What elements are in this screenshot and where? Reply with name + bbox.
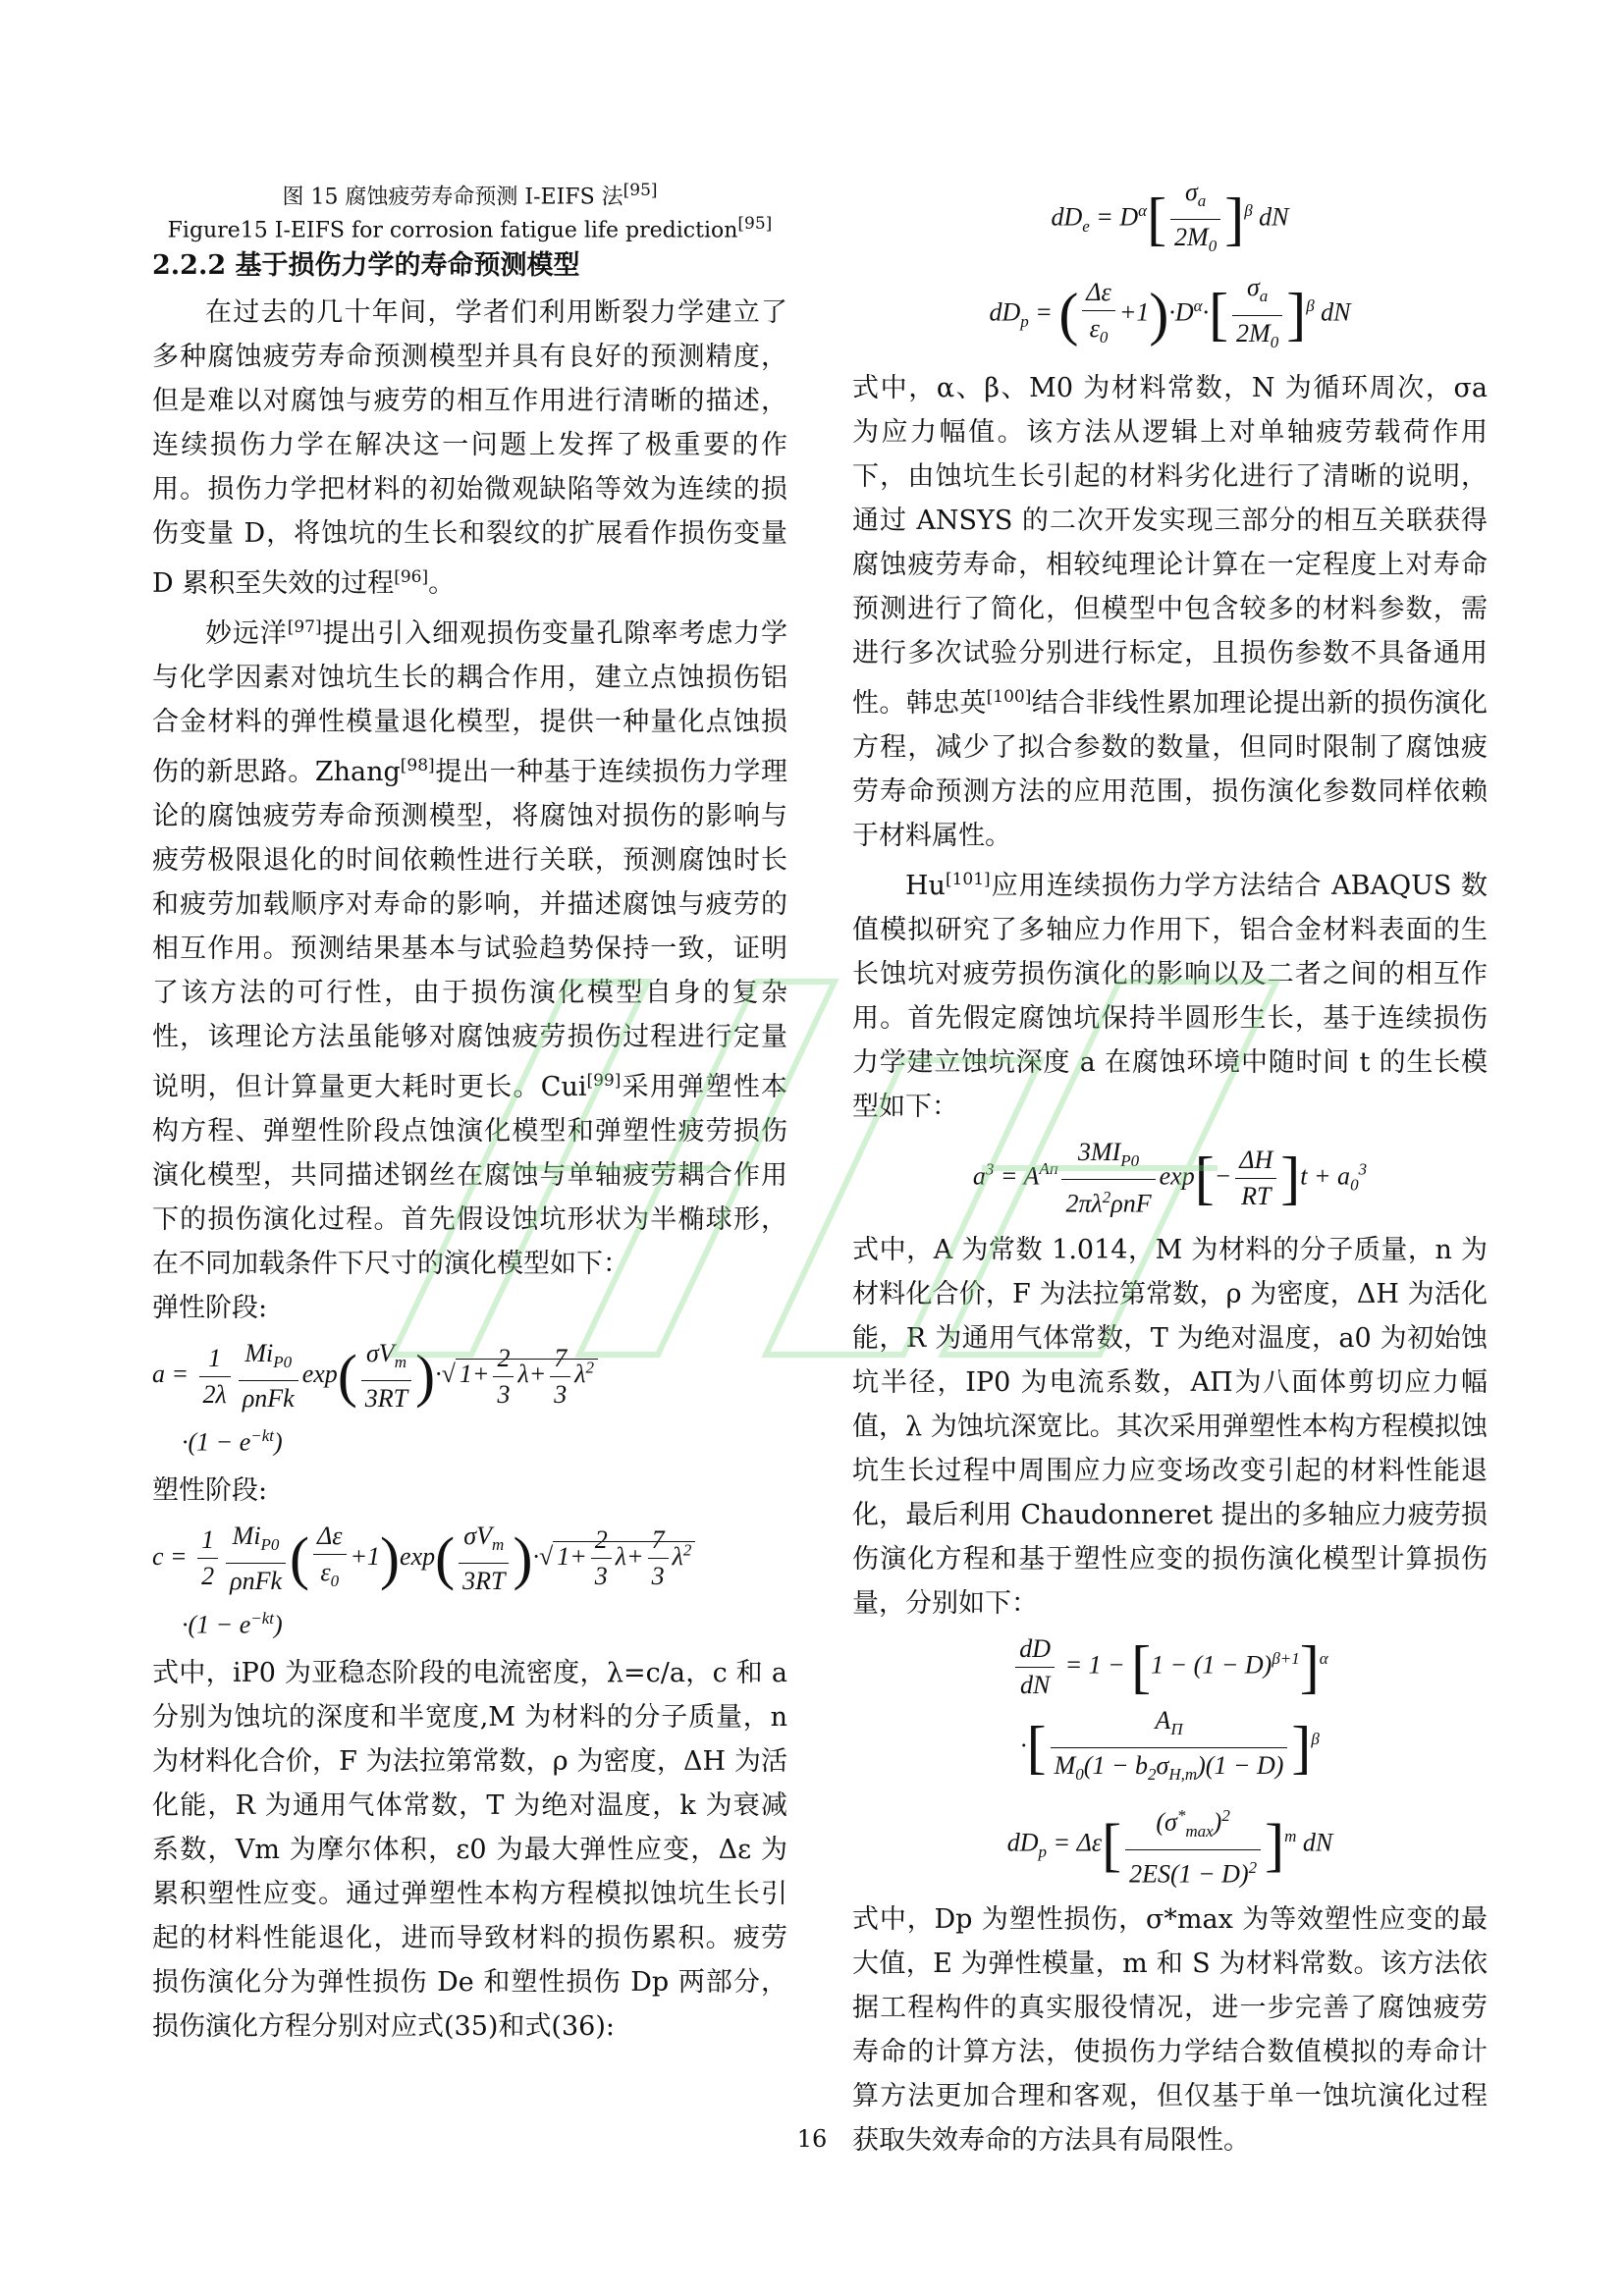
caption-en-cite: [95] xyxy=(737,214,773,234)
page-number: 16 xyxy=(796,2125,828,2153)
right-paragraph-4: 式中，Dp 为塑性损伤，σ*max 为等效塑性应变的最大值，E 为弹性模量，m 和 S 为材料常数。该方法依据工程构件的真实服役情况，进一步完善了腐蚀疲劳寿命的计算方法，使损伤力学结合数值模拟的寿命计算方法更加合理和客观，但仅基于单一蚀坑演化过程获取失效寿命的方法具有局限性。 xyxy=(852,1904,1488,2157)
left-column xyxy=(152,291,787,2049)
equation-35: $dD_e = D^\alpha$[ $\frac{\sigma_a}{2M_0}$ ]$^\beta$ dN xyxy=(852,175,1488,264)
equation-36: $dD_p$ = ( $\frac{\Delta\varepsilon}{\varepsilon_0}$ $+1)\cdot D^\alpha\cdot$[ $\frac{\sigma_a}{2M_0}$ ]$^\beta$ dN xyxy=(852,270,1488,359)
right-column xyxy=(852,175,1488,2163)
right-paragraph-1: 式中，α、β、M0 为材料常数，N 为循环周次，σa 为应力幅值。该方法从逻辑上对单轴疲劳载荷作用下，由蚀坑生长引起的材料劣化进行了清晰的说明，通过 ANSYS 的二次开发实现三部分的相互关联获得腐蚀疲劳寿命，相较纯理论计算在一定程度上对寿命预测进行了简化，但模型中包含较多的材料参数，需进行多次试验分别进行标定，且损伤参数不具备通用性。韩忠英[100]结合非线性累加理论提出新的损伤演化方程，减少了拟合参数的数量，但同时限制了腐蚀疲劳寿命预测方法的应用范围，损伤演化参数同样依赖于材料属性。 xyxy=(852,372,1489,851)
caption-en-text: Figure15 I-EIFS for corrosion fatigue life prediction xyxy=(167,218,738,243)
equation-multiaxial-damage: $\frac{dD}{dN}$ = $1 - [1 - (1 - D)^{\beta+1}]^\alpha$ ·[ $\frac{A_\Pi}{M_0(1 - b_2\sigma_{H,m})(1 - D)}$ ]$^\beta$ xyxy=(852,1631,1488,1792)
figure-caption-en xyxy=(152,208,787,246)
right-paragraph-2: Hu[101]应用连续损伤力学方法结合 ABAQUS 数值模拟研究了多轴应力作用下，铝合金材料表面的生长蚀坑对疲劳损伤演化的影响以及二者之间的相互作用。首先假定腐蚀坑保持半圆形生长，基于连续损伤力学建立蚀坑深度 a 在腐蚀环境中随时间 t 的生长模型如下： xyxy=(852,869,1488,1122)
equation-elastic: a = $\frac{1}{2\lambda}$ $\frac{Mi_{P0}}{\text{ρnFk}}$ exp( $\frac{\sigma V_m}{3RT}$ )·√ 1+ $\frac{2}{3}$ λ+ $\frac{7}{3}$ $\lambda^2$ $\cdot(1 - e^{-kt})$ xyxy=(152,1336,787,1463)
caption-zh-text: 图 15 腐蚀疲劳寿命预测 I-EIFS 法 xyxy=(282,185,623,210)
equation-plastic-damage: $dD_p = \Delta\varepsilon$[ $\frac{(\sigma^*_{max})^2}{2ES(1 - D)^2}$ ]$^m$ dN xyxy=(852,1798,1488,1893)
plastic-stage-label: 塑性阶段: xyxy=(152,1474,268,1506)
left-paragraph-1: 在过去的几十年间，学者们利用断裂力学建立了多种腐蚀疲劳寿命预测模型并具有良好的预测精度，但是难以对腐蚀与疲劳的相互作用进行清晰的描述，连续损伤力学在解决这一问题上发挥了极重要的作用。损伤力学把材料的初始微观缺陷等效为连续的损伤变量 D，将蚀坑的生长和裂纹的扩展看作损伤变量 D 累积至失效的过程[96]。 xyxy=(152,297,787,599)
left-paragraph-2: 妙远洋[97]提出引入细观损伤变量孔隙率考虑力学与化学因素对蚀坑生长的耦合作用，建立点蚀损伤铝合金材料的弹性模量退化模型，提供一种量化点蚀损伤的新思路。Zhang[98]提出一种基于连续损伤力学理论的腐蚀疲劳寿命预测模型，将腐蚀对损伤的影响与疲劳极限退化的时间依赖性进行关联，预测腐蚀时长和疲劳加载顺序对寿命的影响，并描述腐蚀与疲劳的相互作用。预测结果基本与试验趋势保持一致，证明了该方法的可行性，由于损伤演化模型自身的复杂性，该理论方法虽能够对腐蚀疲劳损伤过程进行定量说明，但计算量更大耗时更长。Cui[99]采用弹塑性本构方程、弹塑性阶段点蚀演化模型和弹塑性疲劳损伤演化模型，共同描述钢丝在腐蚀与单轴疲劳耦合作用下的损伤演化过程。首先假设蚀坑形状为半椭球形，在不同加载条件下尺寸的演化模型如下： xyxy=(152,617,788,1279)
equation-plastic: c = $\frac{1}{2}$ $\frac{Mi_{P0}}{\text{ρnFk}}$ ( $\frac{\Delta\varepsilon}{\varepsilon_0}$ +1)exp( $\frac{\sigma V_m}{3RT}$ )·√ 1+ $\frac{2}{3}$ λ+ $\frac{7}{3}$ $\lambda^2$ $\cdot(1 - e^{-kt})$ xyxy=(152,1519,787,1645)
caption-zh-cite: [95] xyxy=(623,181,658,200)
elastic-stage-label: 弹性阶段: xyxy=(152,1293,268,1323)
section-heading: 2.2.2 基于损伤力学的寿命预测模型 xyxy=(152,250,580,281)
left-paragraph-3: 式中，iP0 为亚稳态阶段的电流密度，λ=c/a，c 和 a 分别为蚀坑的深度和半宽度,M 为材料的分子质量，n 为材料化合价，F 为法拉第常数，ρ 为密度，ΔH 为活化能，R 为通用气体常数，T 为绝对温度，k 为衰减系数，Vm 为摩尔体积，ε0 为最大弹性应变，Δε 为累积塑性应变。通过弹塑性本构方程模拟蚀坑生长引起的材料性能退化，进而导致材料的损伤累积。疲劳损伤演化分为弹性损伤 De 和塑性损伤 Dp 两部分，损伤演化方程分别对应式(35)和式(36): xyxy=(152,1657,787,2042)
equation-pit-growth: $a^3 = A^{A\Pi}$ $\frac{3MI_{P0}}{2\pi\lambda^2\rho nF}$ exp[− $\frac{\Delta H}{RT}$ ]$t + a_0^3$ xyxy=(852,1135,1488,1222)
right-paragraph-3: 式中，A 为常数 1.014，M 为材料的分子质量，n 为材料化合价，F 为法拉第常数，ρ 为密度，ΔH 为活化能，R 为通用气体常数，T 为绝对温度，a0 为初始蚀坑半径，IP0 为电流系数，AΠ为八面体剪切应力幅值，λ 为蚀坑深宽比。其次采用弹塑性本构方程模拟蚀坑生长过程中周围应力应变场改变引起的材料性能退化，最后利用 Chaudonneret 提出的多轴应力疲劳损伤演化方程和基于塑性应变的损伤演化模型计算损伤量，分别如下： xyxy=(852,1234,1488,1619)
